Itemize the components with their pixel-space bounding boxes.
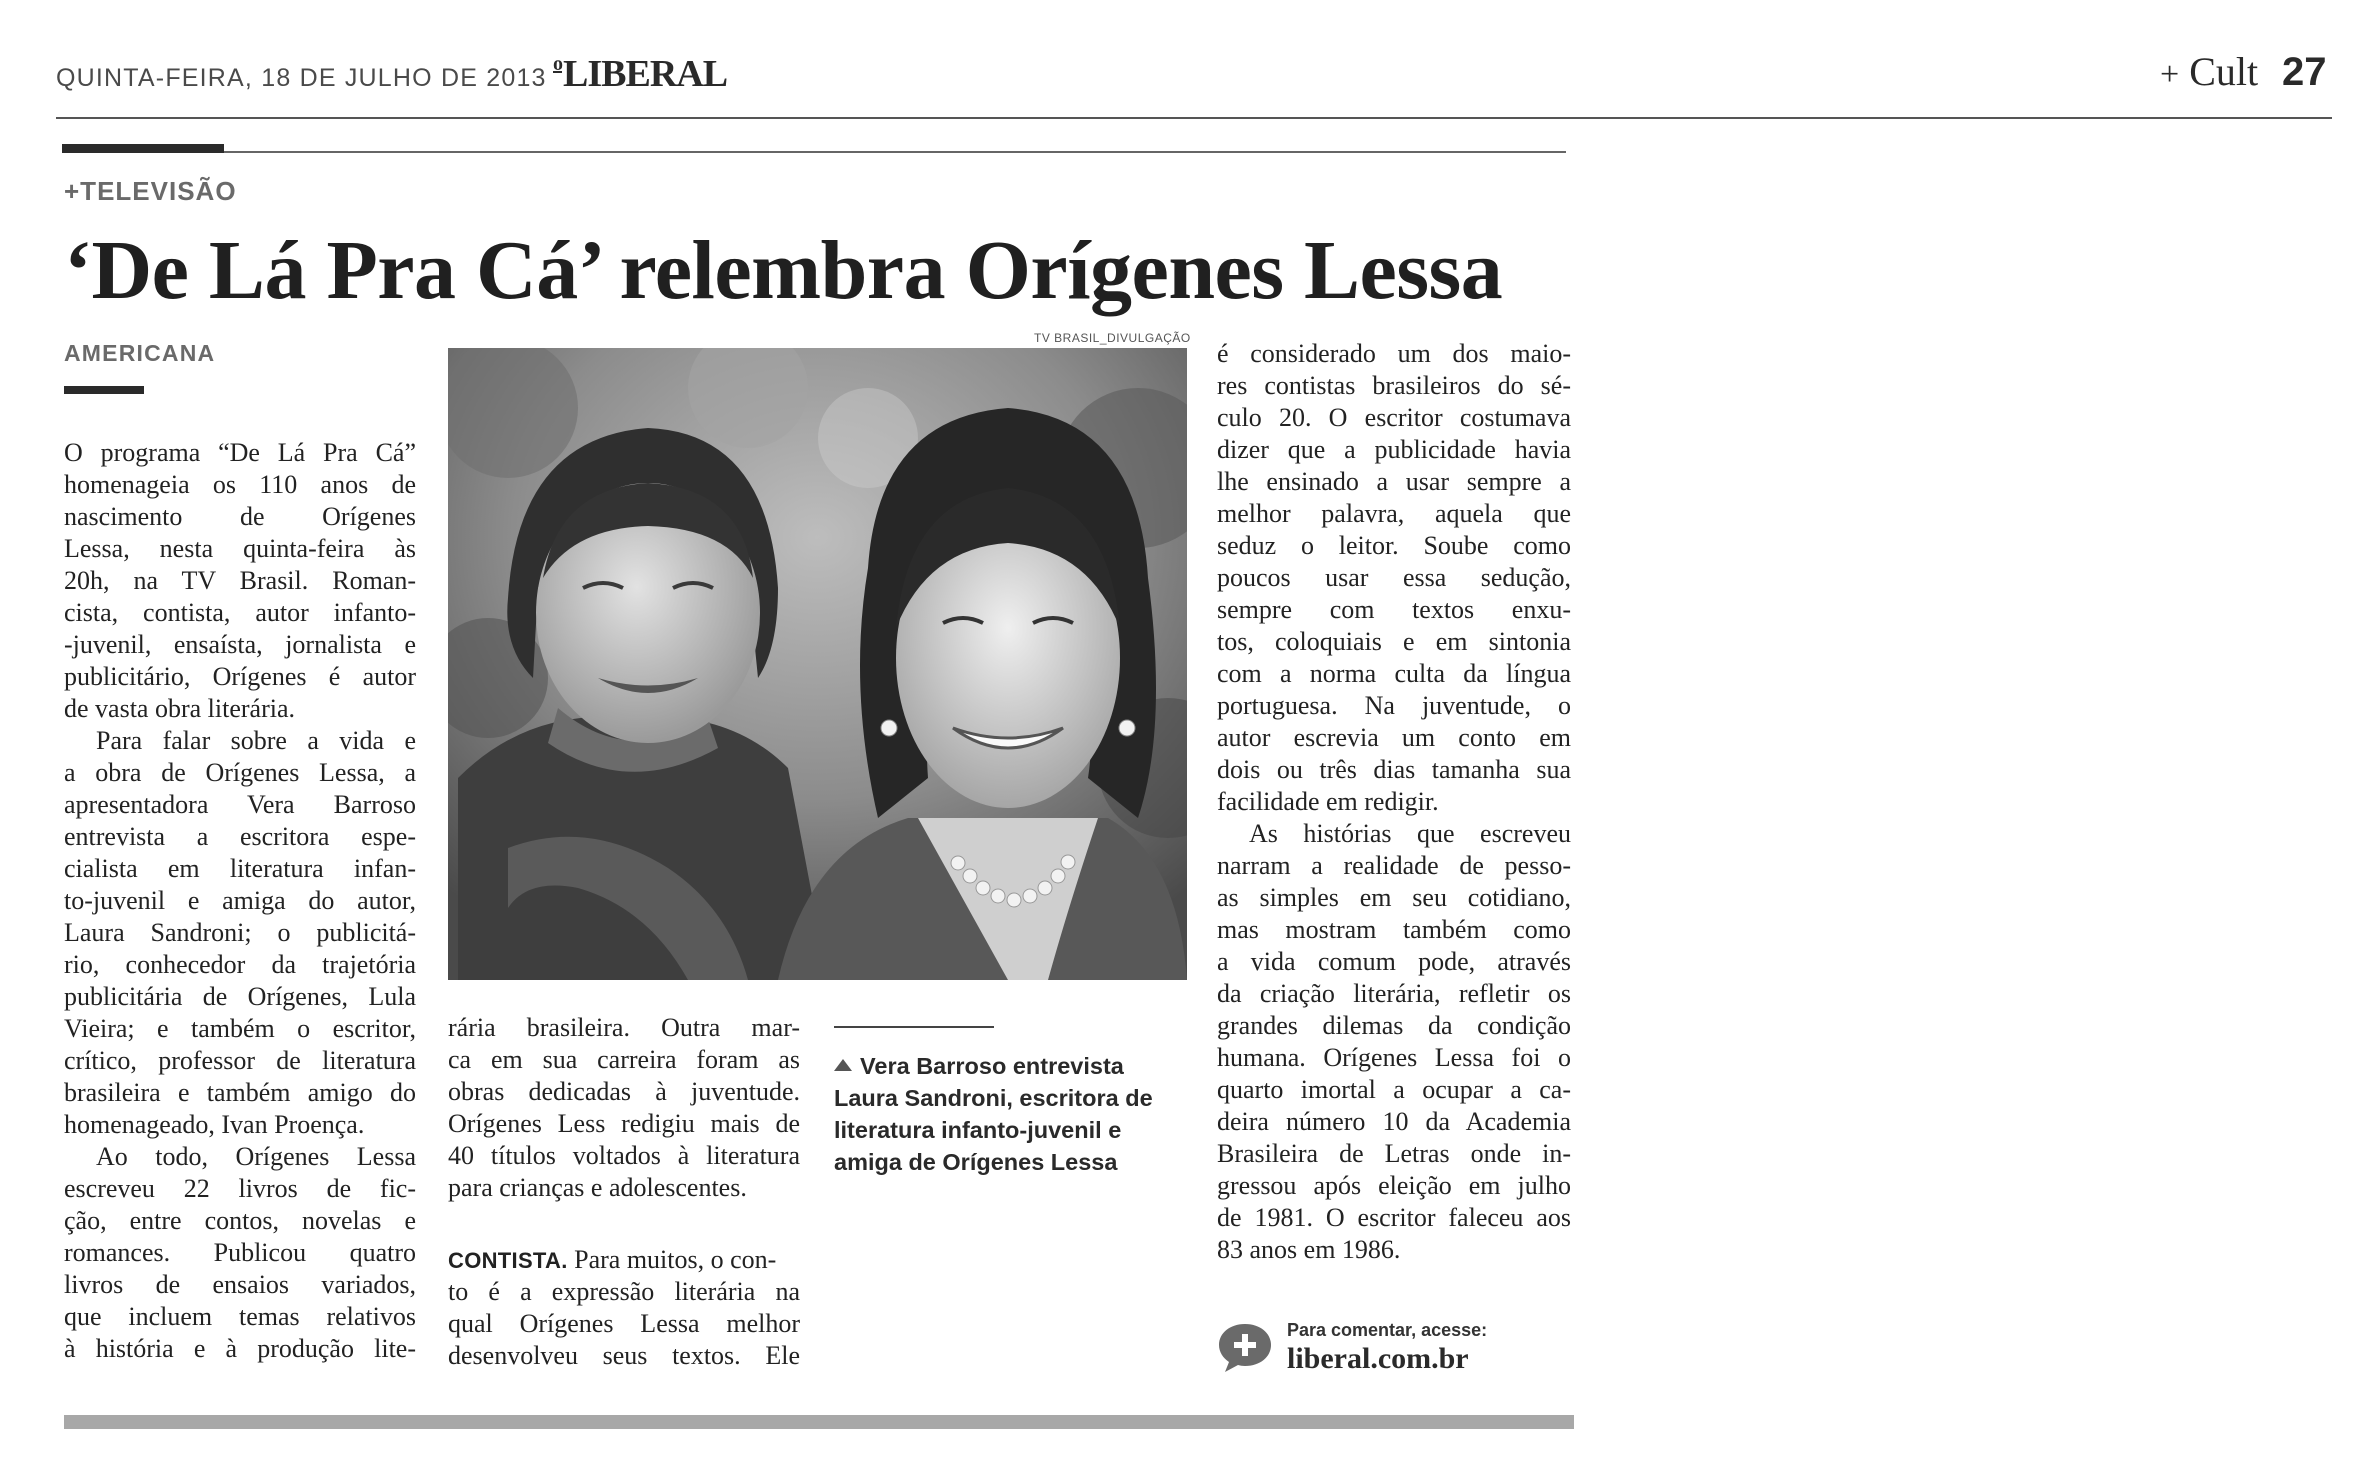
text-line: é considerado um dos maio- <box>1217 339 1571 368</box>
text-line: publicitária de Orígenes, Lula <box>64 982 416 1011</box>
text-line: cialista em literatura infan- <box>64 854 416 883</box>
text-line: dois ou três dias tamanha sua <box>1217 755 1571 784</box>
caret-up-icon <box>834 1059 852 1071</box>
text-line: publicitário, Orígenes é autor <box>64 662 416 691</box>
text-line: escreveu 22 livros de fic- <box>64 1174 416 1203</box>
article-column-1 <box>64 437 416 1365</box>
caption-text: Vera Barroso entrevista <box>860 1053 1124 1079</box>
caption-text: Laura Sandroni, escritora de <box>834 1085 1153 1111</box>
text-line: grandes dilemas da condição <box>1217 1011 1571 1040</box>
text-line: de vasta obra literária. <box>64 694 295 723</box>
text-line: melhor palavra, aquela que <box>1217 499 1571 528</box>
article-column-4 <box>1217 338 1571 1266</box>
article-photo <box>448 348 1187 980</box>
logo-text: LIBERAL <box>563 53 728 95</box>
text-line: to é a expressão literária na <box>448 1277 800 1306</box>
section-lead: CONTISTA. <box>448 1248 568 1273</box>
text-line: a obra de Orígenes Lessa, a <box>64 758 416 787</box>
text-line: qual Orígenes Lessa melhor <box>448 1309 800 1338</box>
comment-link[interactable]: liberal.com.br <box>1287 1342 1469 1375</box>
photo-caption <box>834 1050 1194 1178</box>
text-line: deira número 10 da Academia <box>1217 1107 1571 1136</box>
text-line: à história e à produção lite- <box>64 1334 416 1363</box>
text-line: rária brasileira. Outra mar- <box>448 1013 800 1042</box>
text-line: quarto imortal a ocupar a ca- <box>1217 1075 1571 1104</box>
text-line: -juvenil, ensaísta, jornalista e <box>64 630 416 659</box>
text-line: rio, conhecedor da trajetória <box>64 950 416 979</box>
text-line: gressou após eleição em julho <box>1217 1171 1571 1200</box>
text-line: Vieira; e também o escritor, <box>64 1014 416 1043</box>
photo-credit: TV BRASIL_DIVULGAÇÃO <box>1034 331 1191 345</box>
caption-rule <box>834 1026 994 1028</box>
text-line: brasileira e também amigo do <box>64 1078 416 1107</box>
text-line: facilidade em redigir. <box>1217 787 1439 816</box>
caption-line-1 <box>834 1050 1194 1082</box>
text-line: portuguesa. Na juventude, o <box>1217 691 1571 720</box>
section-name <box>2160 48 2258 95</box>
newspaper-logo <box>553 52 727 96</box>
text-line: que incluem temas relativos <box>64 1302 416 1331</box>
text-line: romances. Publicou quatro <box>64 1238 416 1267</box>
article-column-2-section <box>448 1244 800 1372</box>
text-line: lhe ensinado a usar sempre a <box>1217 467 1571 496</box>
comment-plus-icon <box>1217 1322 1273 1374</box>
article-column-2 <box>448 1012 800 1204</box>
article-footer-bar <box>64 1415 1574 1429</box>
text-line: crítico, professor de literatura <box>64 1046 416 1075</box>
text-line: desenvolveu seus textos. Ele <box>448 1341 800 1370</box>
text-line: Laura Sandroni; o publicitá- <box>64 918 416 947</box>
text-line: dizer que a publicidade havia <box>1217 435 1571 464</box>
location-rule <box>64 386 144 394</box>
text-line: O programa “De Lá Pra Cá” <box>64 438 416 467</box>
text-line: ca em sua carreira foram as <box>448 1045 800 1074</box>
header-divider <box>56 117 2332 119</box>
text-line: de 1981. O escritor faleceu aos <box>1217 1203 1571 1232</box>
text-line: 83 anos em 1986. <box>1217 1235 1401 1264</box>
article-top-rule <box>62 151 1566 153</box>
text-line: 20h, na TV Brasil. Roman- <box>64 566 416 595</box>
text-line: Para falar sobre a vida e <box>96 726 416 755</box>
text-line: culo 20. O escritor costumava <box>1217 403 1571 432</box>
caption-text: literatura infanto-juvenil e <box>834 1117 1122 1143</box>
text-line: Lessa, nesta quinta-feira às <box>64 534 416 563</box>
text-line: seduz o leitor. Soube como <box>1217 531 1571 560</box>
article-kicker: +TELEVISÃO <box>64 176 237 206</box>
text-line: homenageia os 110 anos de <box>64 470 416 499</box>
article-headline: ‘De Lá Pra Cá’ relembra Orígenes Lessa <box>64 224 1503 317</box>
text-line: entrevista a escritora espe- <box>64 822 416 851</box>
text-line: homenageado, Ivan Proença. <box>64 1110 365 1139</box>
text-line: res contistas brasileiros do sé- <box>1217 371 1571 400</box>
article-location: AMERICANA <box>64 340 216 366</box>
text-line: 40 títulos voltados à literatura <box>448 1141 800 1170</box>
logo-mark: o <box>553 53 562 75</box>
text-line: sempre com textos enxu- <box>1217 595 1571 624</box>
section-plus: + <box>2160 56 2180 93</box>
text-line: mas mostram também como <box>1217 915 1571 944</box>
text-line: para crianças e adolescentes. <box>448 1173 747 1202</box>
text-line: to-juvenil e amiga do autor, <box>64 886 416 915</box>
text-line: nascimento de Orígenes <box>64 502 416 531</box>
text-line: cista, contista, autor infanto- <box>64 598 416 627</box>
text-line: obras dedicadas à juventude. <box>448 1077 800 1106</box>
text-line: tos, coloquiais e em sintonia <box>1217 627 1571 656</box>
text-line: As histórias que escreveu <box>1249 819 1571 848</box>
page-number: 27 <box>2282 50 2327 94</box>
caption-text: amiga de Orígenes Lessa <box>834 1149 1118 1175</box>
text-line: Ao todo, Orígenes Lessa <box>96 1142 416 1171</box>
text-line: autor escrevia um conto em <box>1217 723 1571 752</box>
text-line: poucos usar essa sedução, <box>1217 563 1571 592</box>
text-line: Para muitos, o con- <box>567 1245 777 1274</box>
text-line: da criação literária, refletir os <box>1217 979 1571 1008</box>
text-line: Orígenes Less redigiu mais de <box>448 1109 800 1138</box>
page-date: QUINTA-FEIRA, 18 DE JULHO DE 2013 <box>56 64 547 92</box>
photo-illustration <box>448 348 1187 980</box>
section-label: Cult <box>2189 49 2259 94</box>
text-line: Brasileira de Letras onde in- <box>1217 1139 1571 1168</box>
text-line: ção, entre contos, novelas e <box>64 1206 416 1235</box>
comment-label: Para comentar, acesse: <box>1287 1320 1488 1340</box>
text-line: apresentadora Vera Barroso <box>64 790 416 819</box>
text-line: com a norma culta da língua <box>1217 659 1571 688</box>
text-line: livros de ensaios variados, <box>64 1270 416 1299</box>
section-lead-line <box>448 1244 800 1276</box>
text-line: a vida comum pode, através <box>1217 947 1571 976</box>
article-top-accent <box>62 144 224 153</box>
text-line: narram a realidade de pesso- <box>1217 851 1571 880</box>
text-line: as simples em seu cotidiano, <box>1217 883 1571 912</box>
text-line: humana. Orígenes Lessa foi o <box>1217 1043 1571 1072</box>
